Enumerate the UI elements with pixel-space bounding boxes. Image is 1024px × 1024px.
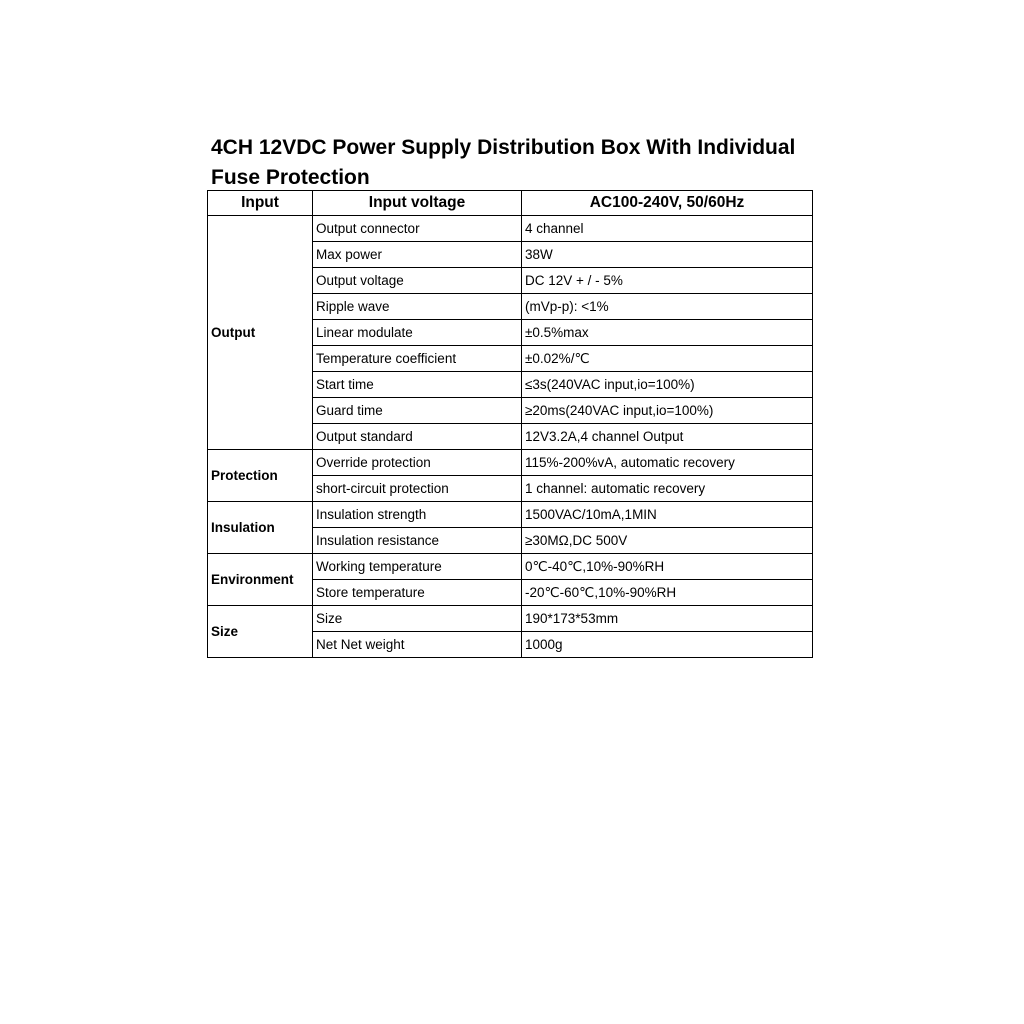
spec-table-body xyxy=(208,191,813,658)
spec-value: -20℃-60℃,10%-90%RH xyxy=(522,580,813,606)
spec-value: ±0.02%/℃ xyxy=(522,346,813,372)
spec-value: 190*173*53mm xyxy=(522,606,813,632)
spec-value: 115%-200%vA, automatic recovery xyxy=(522,450,813,476)
spec-label: short-circuit protection xyxy=(313,476,522,502)
table-row xyxy=(208,216,813,242)
spec-label: Working temperature xyxy=(313,554,522,580)
spec-value: 0℃-40℃,10%-90%RH xyxy=(522,554,813,580)
group-label: Insulation xyxy=(208,502,313,554)
spec-label: Max power xyxy=(313,242,522,268)
spec-value: DC 12V + / - 5% xyxy=(522,268,813,294)
spec-value: ≥20ms(240VAC input,io=100%) xyxy=(522,398,813,424)
spec-label: Output standard xyxy=(313,424,522,450)
spec-label: Linear modulate xyxy=(313,320,522,346)
spec-label: Temperature coefficient xyxy=(313,346,522,372)
spec-label: Output connector xyxy=(313,216,522,242)
spec-value: 1500VAC/10mA,1MIN xyxy=(522,502,813,528)
spec-label: Guard time xyxy=(313,398,522,424)
spec-value: ≤3s(240VAC input,io=100%) xyxy=(522,372,813,398)
page-title: 4CH 12VDC Power Supply Distribution Box With Individual Fuse Protection xyxy=(211,136,796,189)
spec-label: Ripple wave xyxy=(313,294,522,320)
spec-value: ≥30MΩ,DC 500V xyxy=(522,528,813,554)
spec-value: ±0.5%max xyxy=(522,320,813,346)
header-input-voltage-value: AC100-240V, 50/60Hz xyxy=(522,191,813,216)
spec-label: Insulation resistance xyxy=(313,528,522,554)
spec-value: (mVp-p): <1% xyxy=(522,294,813,320)
spec-value: 4 channel xyxy=(522,216,813,242)
spec-label: Size xyxy=(313,606,522,632)
spec-value: 38W xyxy=(522,242,813,268)
table-row xyxy=(208,502,813,528)
spec-label: Override protection xyxy=(313,450,522,476)
spec-label: Start time xyxy=(313,372,522,398)
spec-label: Output voltage xyxy=(313,268,522,294)
group-label: Output xyxy=(208,216,313,450)
group-label: Protection xyxy=(208,450,313,502)
header-input-voltage: Input voltage xyxy=(313,191,522,216)
table-row xyxy=(208,554,813,580)
group-label: Size xyxy=(208,606,313,658)
table-header-row xyxy=(208,191,813,216)
header-input: Input xyxy=(208,191,313,216)
table-row xyxy=(208,450,813,476)
spec-label: Net Net weight xyxy=(313,632,522,658)
spec-value: 1000g xyxy=(522,632,813,658)
spec-table xyxy=(207,190,813,658)
spec-value: 1 channel: automatic recovery xyxy=(522,476,813,502)
table-row xyxy=(208,606,813,632)
group-label: Environment xyxy=(208,554,313,606)
spec-label: Store temperature xyxy=(313,580,522,606)
spec-label: Insulation strength xyxy=(313,502,522,528)
spec-value: 12V3.2A,4 channel Output xyxy=(522,424,813,450)
